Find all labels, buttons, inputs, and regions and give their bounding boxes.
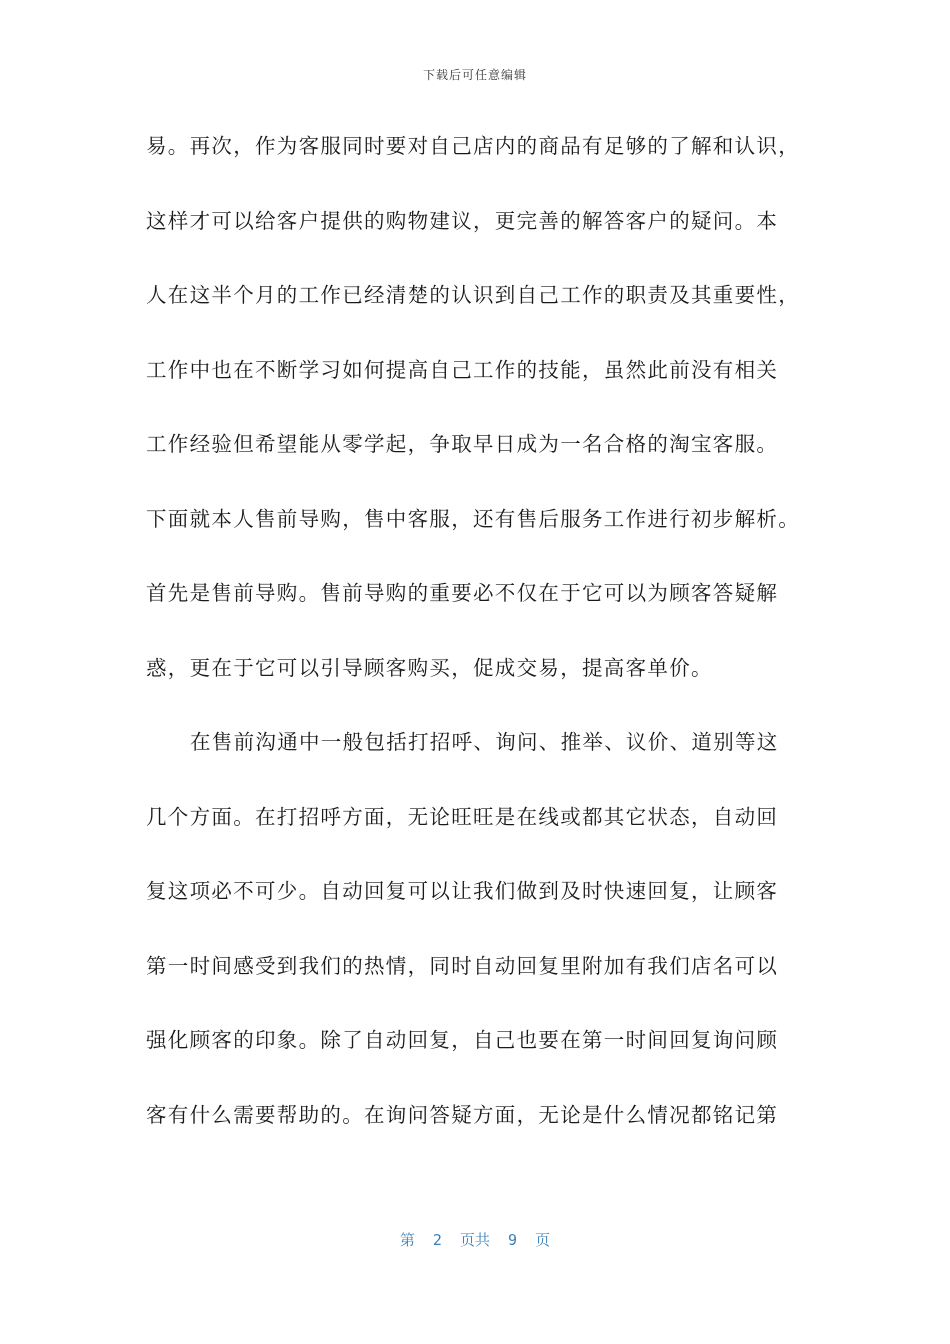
- text-line: 强化顾客的印象。除了自动回复，自己也要在第一时间回复询问顾: [146, 1028, 779, 1052]
- page-header: 下载后可任意编辑: [422, 68, 527, 82]
- text-line: 复这项必不可少。自动回复可以让我们做到及时快速回复，让顾客: [146, 879, 779, 903]
- text-line: 易。再次，作为客服同时要对自己店内的商品有足够的了解和认识，: [146, 134, 800, 158]
- text-line: 下面就本人售前导购，售中客服，还有售后服务工作进行初步解析。: [146, 506, 800, 531]
- text-line: 这样才可以给客户提供的购物建议，更完善的解答客户的疑问。本: [146, 208, 779, 233]
- text-line: 人在这半个月的工作已经清楚的认识到自己工作的职责及其重要性，: [146, 283, 800, 307]
- document-body: [146, 128, 806, 1171]
- page-number-footer: 第 2 页共 9 页: [399, 1231, 551, 1249]
- text-line: 工作中也在不断学习如何提高自己工作的技能，虽然此前没有相关: [146, 357, 779, 382]
- text-line: 惑，更在于它可以引导顾客购买，促成交易，提高客单价。: [146, 655, 713, 680]
- text-line: 首先是售前导购。售前导购的重要必不仅在于它可以为顾客答疑解: [146, 581, 779, 605]
- text-line: 客有什么需要帮助的。在询问答疑方面，无论是什么情况都铭记第: [146, 1102, 779, 1127]
- text-line: 第一时间感受到我们的热情，同时自动回复里附加有我们店名可以: [146, 953, 779, 978]
- text-line: 工作经验但希望能从零学起，争取早日成为一名合格的淘宝客服。: [146, 432, 779, 456]
- paragraph-start-line: 在售前沟通中一般包括打招呼、询问、推举、议价、道别等这: [190, 730, 779, 754]
- text-line: 几个方面。在打招呼方面，无论旺旺是在线或都其它状态，自动回: [146, 804, 779, 829]
